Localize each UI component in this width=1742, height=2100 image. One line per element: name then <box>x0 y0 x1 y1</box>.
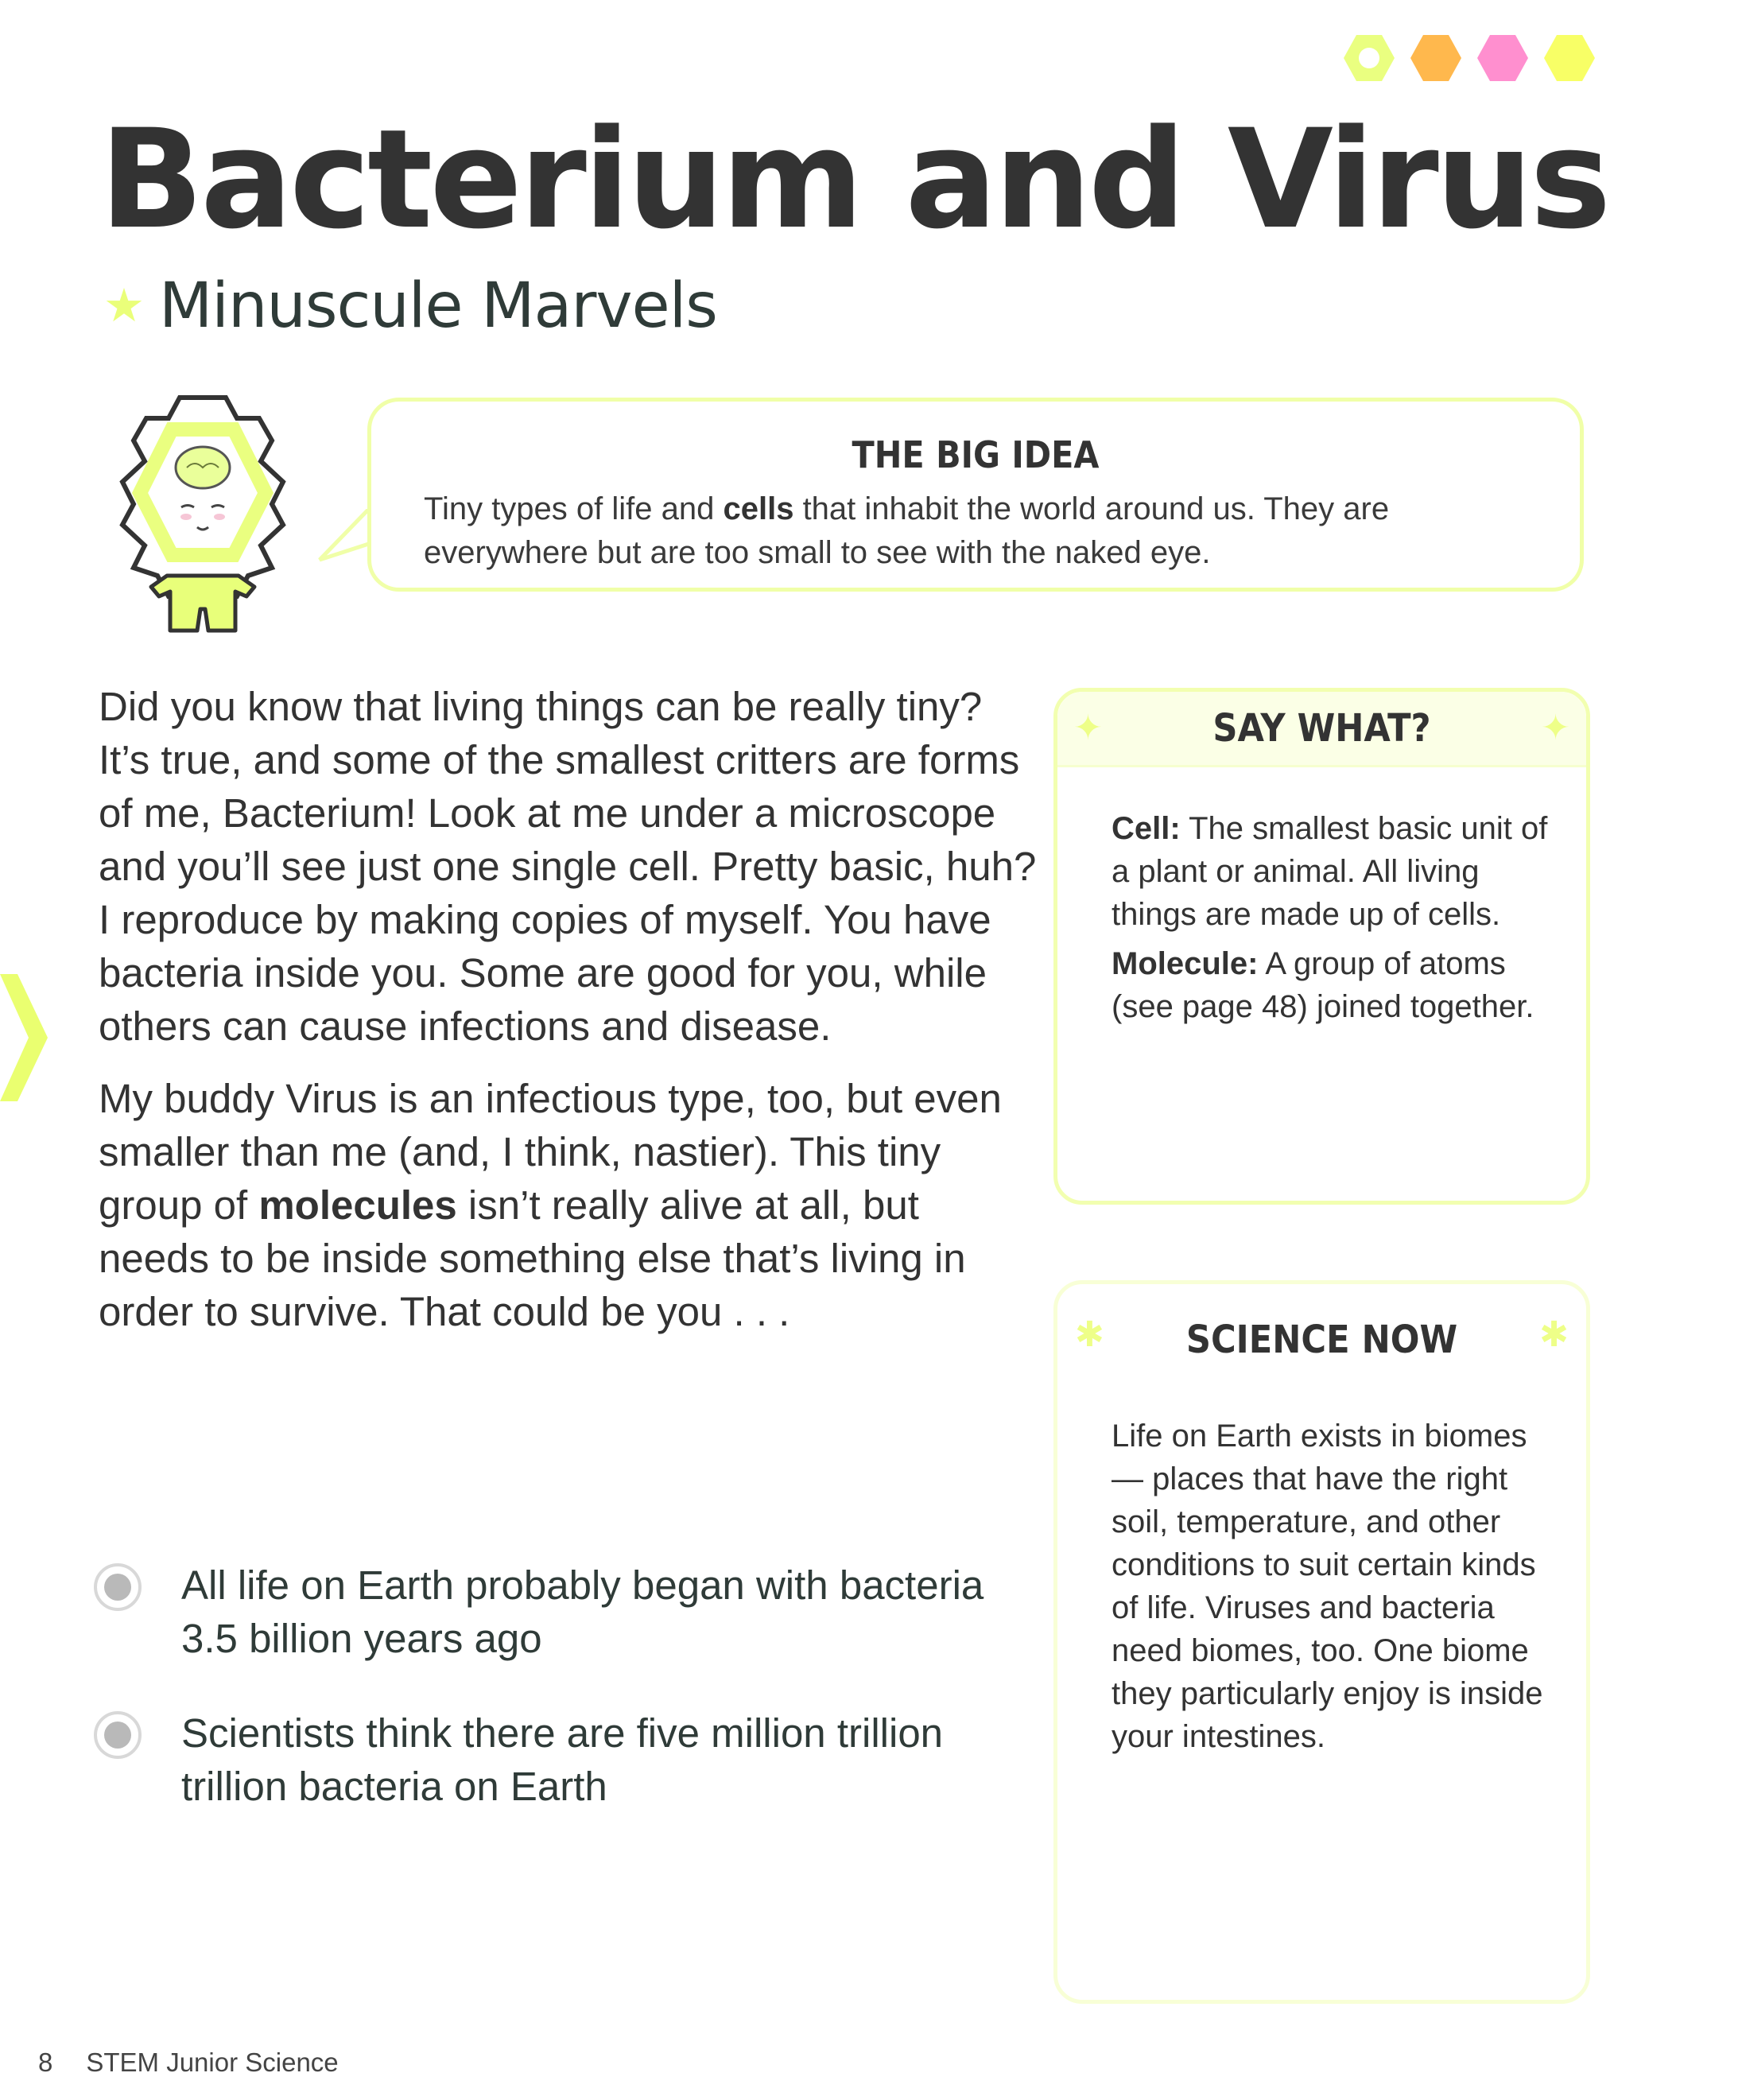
page-number: 8 <box>38 2048 53 2077</box>
fact-list <box>94 1559 984 1854</box>
glossary-entry-cell: Cell: The smallest basic unit of a plant or animal. All living things are made up of cells. <box>1112 811 1548 932</box>
mascot-illustration-icon <box>103 388 302 635</box>
science-now-heading: SCIENCE NOW <box>1185 1318 1458 1362</box>
glossary-entry-molecule: Molecule: A group of atoms (see page 48) joined together. <box>1112 946 1534 1024</box>
term-molecules: molecules <box>258 1182 457 1228</box>
list-item: Scientists think there are five million trillion trillion bacteria on Earth <box>94 1706 984 1813</box>
big-idea-heading: THE BIG IDEA <box>852 433 1100 476</box>
page-title: Bacterium and Virus <box>99 99 1608 259</box>
say-what-heading: SAY WHAT? <box>1212 706 1431 751</box>
hex-dot-orange-icon <box>1410 35 1461 81</box>
main-body-text <box>99 680 1037 1357</box>
say-what-header <box>1057 692 1586 767</box>
term-cells: cells <box>723 491 794 526</box>
chevron-right-tab-icon <box>0 966 51 1109</box>
say-what-box <box>1053 688 1590 1205</box>
subtitle-text: Minuscule Marvels <box>159 270 717 342</box>
hex-dot-green-icon <box>1344 35 1395 81</box>
big-idea-text: Tiny types of life and cells that inhabit the world around us. They are everywhere but are too small to see with the naked eye. <box>424 491 1390 570</box>
big-idea-box <box>367 398 1584 592</box>
asterisk-flower-icon: ✱ <box>1539 1315 1569 1354</box>
list-item: All life on Earth probably began with bacteria 3.5 billion years ago <box>94 1559 984 1665</box>
sparkle-icon: ✦ <box>1073 708 1103 747</box>
bullet-circle-icon <box>94 1563 142 1611</box>
science-now-text: Life on Earth exists in biomes — places that have the right soil, temperature, and other conditions to suit certain kinds of life. Viruses and bacteria need biomes, too. One biome they particularly enjoy is inside your intestines. <box>1112 1419 1543 1754</box>
hex-dot-yellow-icon <box>1544 35 1595 81</box>
star-icon: ★ <box>103 280 145 332</box>
page-footer <box>38 2048 339 2078</box>
science-now-box <box>1053 1280 1590 2004</box>
page-subtitle <box>103 270 717 342</box>
asterisk-flower-icon: ✱ <box>1075 1315 1104 1354</box>
hex-dot-decoration <box>1344 35 1595 81</box>
book-title: STEM Junior Science <box>86 2048 339 2077</box>
science-now-header <box>1057 1284 1586 1395</box>
paragraph-bacterium: Did you know that living things can be really tiny? It’s true, and some of the smallest critters are forms of me, Bacterium! Look at me under a microscope and you’ll see just one single cell. Pretty basic, huh? I reproduce by making copies of myself. You have bacteria inside you. Some are good for you, while others can cause infections and disease. <box>99 684 1037 1049</box>
bullet-circle-icon <box>94 1711 142 1759</box>
glossary <box>1057 767 1586 1028</box>
hex-dot-pink-icon <box>1477 35 1528 81</box>
paragraph-virus: My buddy Virus is an infectious type, too, but even smaller than me (and, I think, nastier). This tiny group of molecules isn’t really alive at all, but needs to be inside something else that’s living in order to survive. That could be you . . . <box>99 1076 1002 1334</box>
sparkle-icon: ✦ <box>1541 708 1570 747</box>
